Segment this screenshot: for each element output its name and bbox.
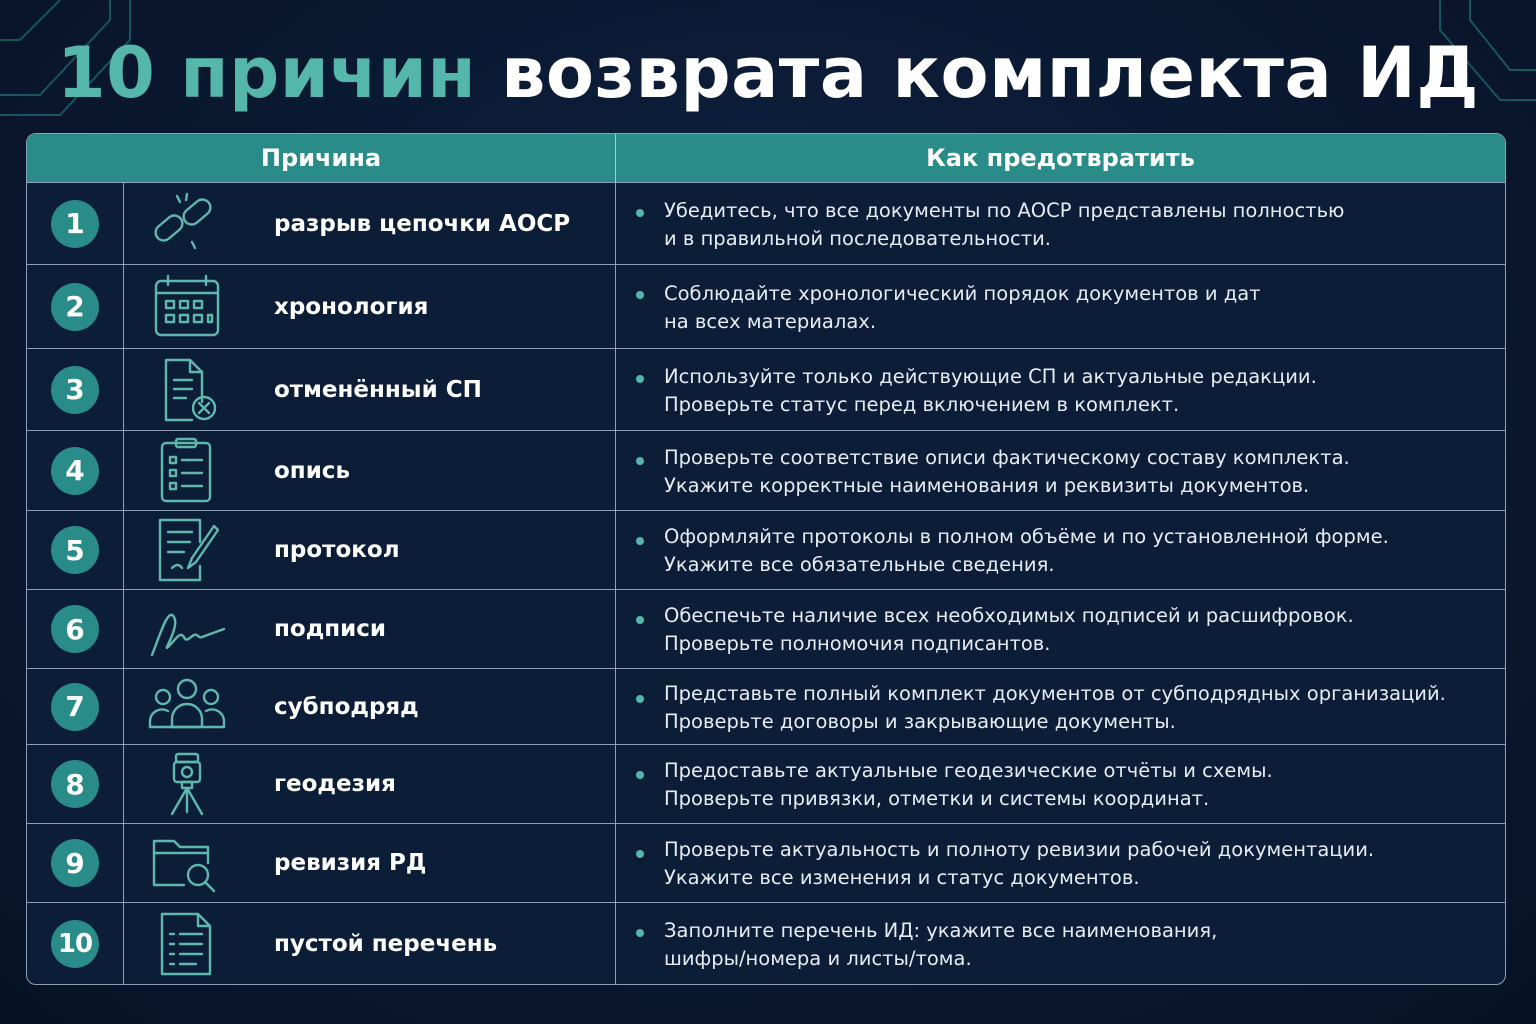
- reason-label: пустой перечень: [274, 931, 498, 957]
- prevent-line: шифры/номера и листы/тома.: [664, 947, 972, 970]
- calendar-icon: [142, 272, 232, 342]
- prevent-cell: [616, 590, 1505, 668]
- bullet-dot: [636, 375, 644, 383]
- signature-icon: [142, 594, 232, 664]
- number-cell: [27, 669, 124, 744]
- number-cell: [27, 265, 124, 348]
- row-number-badge: 2: [51, 283, 99, 331]
- prevent-cell: [616, 745, 1505, 823]
- header-reason: Причина: [27, 134, 616, 182]
- prevent-line: Обеспечьте наличие всех необходимых подписей и расшифровок.: [664, 604, 1354, 627]
- theodolite-icon: [142, 749, 232, 819]
- prevent-text: [664, 363, 1317, 419]
- prevent-line: Заполните перечень ИД: укажите все наименования,: [664, 919, 1218, 942]
- row-number-badge: 6: [51, 605, 99, 653]
- prevent-cell: [616, 824, 1505, 902]
- document-cancel-icon: [142, 355, 232, 425]
- bullet-dot: [636, 457, 644, 465]
- row-number-badge: 10: [51, 920, 99, 968]
- bullet-dot: [636, 291, 644, 299]
- table-header: [27, 134, 1505, 183]
- number-cell: [27, 824, 124, 902]
- reason-cell: [124, 669, 616, 744]
- number-cell: [27, 431, 124, 510]
- reason-label: геодезия: [274, 771, 396, 797]
- page-title: [0, 30, 1536, 116]
- prevent-text: [664, 197, 1344, 253]
- reason-cell: [124, 431, 616, 510]
- prevent-line: Проверьте полномочия подписантов.: [664, 632, 1051, 655]
- bullet-dot: [636, 695, 644, 703]
- table-row-2: [27, 265, 1505, 349]
- prevent-line: на всех материалах.: [664, 309, 877, 333]
- prevent-line: Предоставьте актуальные геодезические отчёты и схемы.: [664, 759, 1273, 782]
- reason-label: отменённый СП: [274, 376, 482, 403]
- prevent-line: Проверьте соответствие описи фактическому составу комплекта.: [664, 445, 1350, 469]
- table-row-6: [27, 590, 1505, 669]
- table-row-1: [27, 183, 1505, 265]
- prevent-line: Укажите все обязательные сведения.: [664, 553, 1055, 576]
- people-group-icon: [142, 672, 232, 742]
- reason-cell: [124, 183, 616, 264]
- prevent-line: Соблюдайте хронологический порядок документов и дат: [664, 281, 1261, 305]
- clipboard-list-icon: [142, 436, 232, 506]
- table-row-3: [27, 349, 1505, 431]
- reason-cell: [124, 745, 616, 823]
- number-cell: [27, 903, 124, 985]
- reason-cell: [124, 265, 616, 348]
- bullet-dot: [636, 537, 644, 545]
- prevent-line: Укажите все изменения и статус документов.: [664, 866, 1140, 889]
- table-row-5: [27, 511, 1505, 590]
- reasons-table: [26, 133, 1506, 985]
- prevent-cell: [616, 903, 1505, 985]
- prevent-cell: [616, 183, 1505, 264]
- reason-label: опись: [274, 457, 350, 484]
- row-number-badge: 7: [51, 683, 99, 731]
- row-number-badge: 5: [51, 526, 99, 574]
- table-row-4: [27, 431, 1505, 511]
- row-number-badge: 4: [51, 447, 99, 495]
- title-accent: 10 причин: [56, 32, 477, 114]
- prevent-text: [664, 602, 1354, 658]
- header-prevent: Как предотвратить: [926, 144, 1195, 172]
- table-row-8: [27, 745, 1505, 824]
- prevent-line: Проверьте статус перед включением в комплект.: [664, 392, 1180, 416]
- prevent-text: [664, 757, 1273, 813]
- prevent-line: Используйте только действующие СП и актуальные редакции.: [664, 364, 1317, 388]
- prevent-line: Укажите корректные наименования и реквизиты документов.: [664, 473, 1310, 497]
- number-cell: [27, 183, 124, 264]
- reason-cell: [124, 590, 616, 668]
- table-row-7: [27, 669, 1505, 745]
- row-number-badge: 3: [51, 366, 99, 414]
- bullet-dot: [636, 850, 644, 858]
- bullet-dot: [636, 929, 644, 937]
- prevent-cell: [616, 265, 1505, 348]
- prevent-cell: [616, 511, 1505, 589]
- row-number-badge: 8: [51, 760, 99, 808]
- table-body: [27, 183, 1505, 985]
- prevent-line: Проверьте привязки, отметки и системы координат.: [664, 787, 1210, 810]
- table-row-9: [27, 824, 1505, 903]
- title-rest: возврата комплекта ИД: [501, 32, 1480, 114]
- prevent-text: [664, 680, 1446, 736]
- prevent-line: Проверьте актуальность и полноту ревизии рабочей документации.: [664, 838, 1375, 861]
- chain-link-icon: [142, 189, 232, 259]
- reason-label: протокол: [274, 537, 400, 563]
- prevent-line: Оформляйте протоколы в полном объёме и по установленной форме.: [664, 525, 1389, 548]
- prevent-cell: [616, 669, 1505, 744]
- row-number-badge: 9: [51, 839, 99, 887]
- reason-cell: [124, 511, 616, 589]
- reason-cell: [124, 824, 616, 902]
- bullet-dot: [636, 209, 644, 217]
- prevent-text: [664, 917, 1217, 973]
- number-cell: [27, 590, 124, 668]
- prevent-line: Представьте полный комплект документов от субподрядных организаций.: [664, 681, 1446, 705]
- folder-search-icon: [142, 828, 232, 898]
- prevent-line: и в правильной последовательности.: [664, 226, 1051, 250]
- table-row-10: [27, 903, 1505, 985]
- reason-cell: [124, 349, 616, 430]
- reason-label: субподряд: [274, 693, 419, 720]
- prevent-text: [664, 836, 1374, 892]
- number-cell: [27, 745, 124, 823]
- reason-label: разрыв цепочки АОСР: [274, 210, 571, 237]
- bullet-dot: [636, 616, 644, 624]
- prevent-cell: [616, 431, 1505, 510]
- reason-cell: [124, 903, 616, 985]
- bullet-dot: [636, 771, 644, 779]
- prevent-cell: [616, 349, 1505, 430]
- reason-label: ревизия РД: [274, 850, 427, 876]
- row-number-badge: 1: [51, 200, 99, 248]
- prevent-text: [664, 444, 1350, 500]
- prevent-line: Проверьте договоры и закрывающие документы.: [664, 709, 1176, 733]
- prevent-text: [664, 280, 1261, 336]
- prevent-text: [664, 523, 1389, 579]
- prevent-line: Убедитесь, что все документы по АОСР представлены полностью: [664, 198, 1345, 222]
- reason-label: подписи: [274, 616, 387, 642]
- number-cell: [27, 349, 124, 430]
- document-list-icon: [142, 909, 232, 979]
- number-cell: [27, 511, 124, 589]
- reason-label: хронология: [274, 293, 429, 320]
- document-pen-icon: [142, 515, 232, 585]
